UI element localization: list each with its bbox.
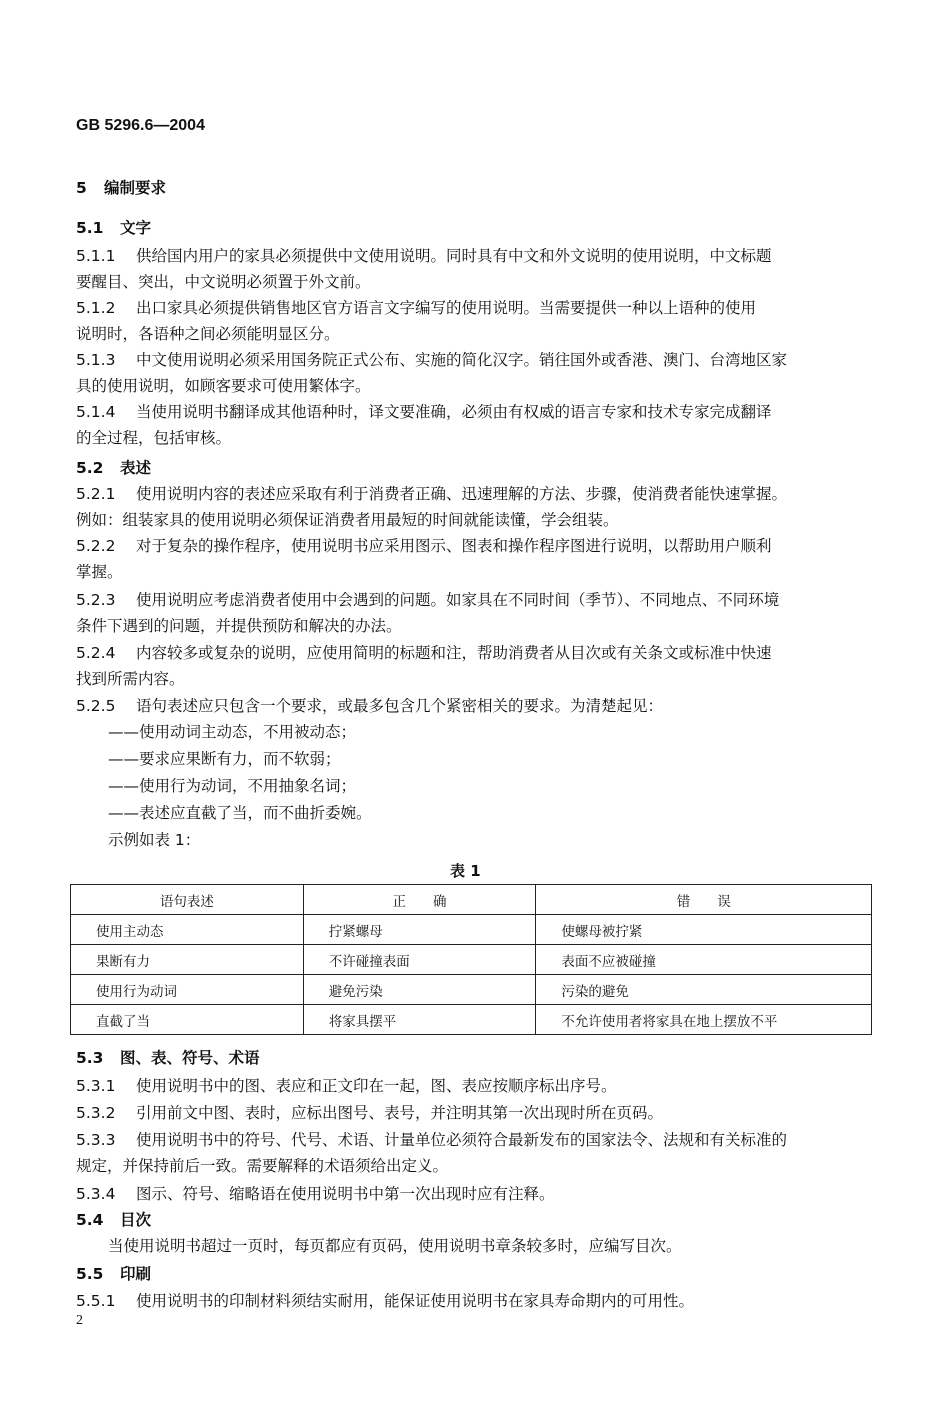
clause-heading-5-1 (76, 216, 151, 238)
clause-text: 出口家具必须提供销售地区官方语言文字编写的使用说明。当需要提供一种以上语种的使用 (136, 299, 757, 317)
table-cell: 拧紧螺母 (303, 915, 536, 945)
table-header-cell: 语句表述 (71, 885, 304, 915)
clause-5-2-4-line1 (76, 641, 772, 663)
table-row (71, 915, 872, 945)
clause-number: 5.5.1 (76, 1292, 116, 1310)
clause-number: 5.2.2 (76, 537, 116, 555)
table-caption: 表 1 (450, 862, 481, 880)
clause-title: 目次 (120, 1211, 152, 1229)
clause-number: 5.3.2 (76, 1104, 116, 1122)
section-title: 编制要求 (104, 179, 167, 197)
page-number: 2 (76, 1313, 83, 1328)
clause-5-2-2-line1 (76, 534, 772, 556)
clause-number: 5.3 (76, 1049, 104, 1067)
table-cell: 使用行为动词 (71, 975, 304, 1005)
clause-5-1-4-line2: 的全过程，包括审核。 (76, 429, 232, 447)
clause-text: 内容较多或复杂的说明，应使用简明的标题和注，帮助消费者从目次或有关条文或标准中快速 (136, 644, 772, 662)
clause-number: 5.3.4 (76, 1185, 116, 1203)
clause-text: 使用说明应考虑消费者使用中会遇到的问题。如家具在不同时间（季节）、不同地点、不同环境 (136, 591, 780, 609)
clause-number: 5.4 (76, 1211, 104, 1229)
clause-5-1-3-line2: 具的使用说明，如顾客要求可使用繁体字。 (76, 377, 371, 395)
clause-5-5-1 (76, 1289, 694, 1311)
table-row (71, 1005, 872, 1035)
clause-5-3-1 (76, 1074, 617, 1096)
clause-text: 使用说明书中的图、表应和正文印在一起，图、表应按顺序标出序号。 (136, 1077, 617, 1095)
clause-5-3-3-line2: 规定，并保持前后一致。需要解释的术语须给出定义。 (76, 1157, 449, 1175)
clause-5-3-4 (76, 1182, 555, 1204)
list-item: ——使用行为动词，不用抽象名词； (108, 777, 357, 795)
table-1 (70, 884, 872, 1035)
clause-text: 语句表述应只包含一个要求，或最多包含几个紧密相关的要求。为清楚起见： (136, 697, 664, 715)
standard-number: GB 5296.6—2004 (76, 117, 205, 134)
clause-5-3-2 (76, 1101, 663, 1123)
clause-text: 使用说明书中的符号、代号、术语、计量单位必须符合最新发布的国家法令、法规和有关标准的 (136, 1131, 788, 1149)
clause-number: 5.1.2 (76, 299, 116, 317)
table-header-cell: 错 误 (536, 885, 872, 915)
clause-number: 5.2.1 (76, 485, 116, 503)
table-cell: 果断有力 (71, 945, 304, 975)
clause-heading-5-2 (76, 456, 151, 478)
clause-text: 供给国内用户的家具必须提供中文使用说明。同时具有中文和外文说明的使用说明，中文标题 (136, 247, 772, 265)
clause-5-1-3-line1 (76, 348, 787, 370)
clause-number: 5.1 (76, 219, 104, 237)
clause-5-1-1-line2: 要醒目、突出，中文说明必须置于外文前。 (76, 273, 371, 291)
clause-text: 使用说明书的印制材料须结实耐用，能保证使用说明书在家具寿命期内的可用性。 (136, 1292, 695, 1310)
list-item: ——表述应直截了当，而不曲折委婉。 (108, 804, 372, 822)
clause-number: 5.2.3 (76, 591, 116, 609)
table-cell: 污染的避免 (536, 975, 872, 1005)
clause-text: 使用说明内容的表述应采取有利于消费者正确、迅速理解的方法、步骤，使消费者能快速掌握。 (136, 485, 788, 503)
clause-title: 文字 (120, 219, 152, 237)
table-cell: 避免污染 (303, 975, 536, 1005)
clause-5-2-5-line1 (76, 694, 663, 716)
section-number: 5 (76, 179, 87, 197)
clause-number: 5.2.4 (76, 644, 116, 662)
clause-title: 印刷 (120, 1265, 152, 1283)
clause-5-1-2-line2: 说明时，各语种之间必须能明显区分。 (76, 325, 340, 343)
example-note: 示例如表 1： (108, 831, 201, 849)
clause-5-1-2-line1 (76, 296, 756, 318)
table-cell: 不许碰撞表面 (303, 945, 536, 975)
table-cell: 不允许使用者将家具在地上摆放不平 (536, 1005, 872, 1035)
clause-number: 5.2 (76, 459, 104, 477)
clause-5-2-3-line2: 条件下遇到的问题，并提供预防和解决的办法。 (76, 617, 402, 635)
clause-5-2-1-line2: 例如：组装家具的使用说明必须保证消费者用最短的时间就能读懂，学会组装。 (76, 511, 619, 529)
list-item: ——使用动词主动态，不用被动态； (108, 723, 357, 741)
clause-text: 图示、符号、缩略语在使用说明书中第一次出现时应有注释。 (136, 1185, 555, 1203)
table-row (71, 975, 872, 1005)
clause-number: 5.3.3 (76, 1131, 116, 1149)
clause-5-4-body: 当使用说明书超过一页时，每页都应有页码，使用说明书章条较多时，应编写目次。 (108, 1237, 682, 1255)
clause-5-1-4-line1 (76, 400, 772, 422)
clause-text: 对于复杂的操作程序，使用说明书应采用图示、图表和操作程序图进行说明，以帮助用户顺利 (136, 537, 772, 555)
clause-5-2-3-line1 (76, 588, 779, 610)
table-cell: 使用主动态 (71, 915, 304, 945)
clause-text: 引用前文中图、表时，应标出图号、表号，并注明其第一次出现时所在页码。 (136, 1104, 664, 1122)
clause-number: 5.5 (76, 1265, 104, 1283)
clause-title: 表述 (120, 459, 152, 477)
clause-5-2-2-line2: 掌握。 (76, 563, 123, 581)
clause-title: 图、表、符号、术语 (120, 1049, 260, 1067)
table-cell: 将家具摆平 (303, 1005, 536, 1035)
table-row (71, 945, 872, 975)
clause-number: 5.1.4 (76, 403, 116, 421)
clause-text: 当使用说明书翻译成其他语种时，译文要准确，必须由有权威的语言专家和技术专家完成翻译 (136, 403, 772, 421)
clause-5-1-1-line1 (76, 244, 772, 266)
clause-heading-5-4 (76, 1208, 151, 1230)
clause-5-2-4-line2: 找到所需内容。 (76, 670, 185, 688)
clause-number: 5.2.5 (76, 697, 116, 715)
clause-number: 5.1.3 (76, 351, 116, 369)
table-cell: 表面不应被碰撞 (536, 945, 872, 975)
section-heading-5 (76, 176, 166, 198)
clause-heading-5-3 (76, 1046, 260, 1068)
table-cell: 直截了当 (71, 1005, 304, 1035)
clause-5-2-1-line1 (76, 482, 787, 504)
table-header-row (71, 885, 872, 915)
clause-5-3-3-line1 (76, 1128, 787, 1150)
table-cell: 使螺母被拧紧 (536, 915, 872, 945)
clause-text: 中文使用说明必须采用国务院正式公布、实施的简化汉字。销往国外或香港、澳门、台湾地区家 (136, 351, 788, 369)
clause-heading-5-5 (76, 1262, 151, 1284)
table-header-cell: 正 确 (303, 885, 536, 915)
clause-number: 5.1.1 (76, 247, 116, 265)
clause-number: 5.3.1 (76, 1077, 116, 1095)
list-item: ——要求应果断有力，而不软弱； (108, 750, 341, 768)
